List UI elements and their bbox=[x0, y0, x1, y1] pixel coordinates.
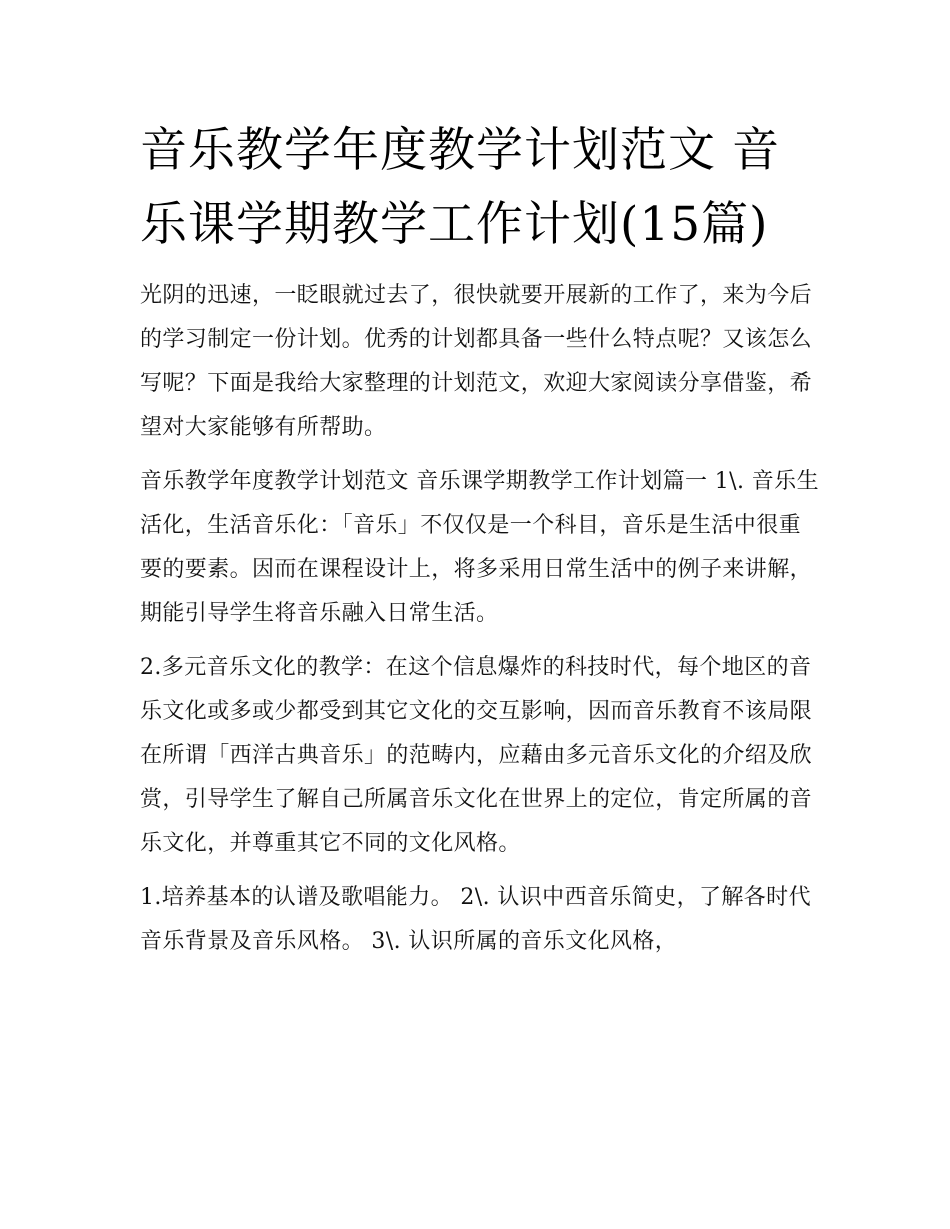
body-paragraph: 2.多元音乐文化的教学：在这个信息爆炸的科技时代，每个地区的音乐文化或多或少都受到其它文化的交互影响，因而音乐教育不该局限在所谓「西洋古典音乐」的范畴内，应藉由多元音乐文化的介绍及欣赏，引导学生了解自己所属音乐文化在世界上的定位，肯定所属的音乐文化，并尊重其它不同的文化风格。 bbox=[140, 655, 813, 856]
intro-paragraph: 光阴的迅速，一眨眼就过去了，很快就要开展新的工作了，来为今后的学习制定一份计划。优秀的计划都具备一些什么特点呢？又该怎么写呢？下面是我给大家整理的计划范文，欢迎大家阅读分享借鉴，希望对大家能够有所帮助。 bbox=[140, 283, 813, 440]
body-paragraph: 1.培养基本的认谱及歌唱能力。 2\. 认识中西音乐简史，了解各时代音乐背景及音乐风格。 3\. 认识所属的音乐文化风格， bbox=[140, 885, 811, 954]
document-title: 音乐教学年度教学计划范文 音乐课学期教学工作计划(15篇) bbox=[140, 123, 780, 252]
body-paragraph: 音乐教学年度教学计划范文 音乐课学期教学工作计划篇一 1\. 音乐生活化，生活音乐化：「音乐」不仅仅是一个科目，音乐是生活中很重要的要素。因而在课程设计上，将多采用日常生活中的例子来讲解，期能引导学生将音乐融入日常生活。 bbox=[140, 469, 819, 626]
document-page bbox=[140, 114, 820, 974]
